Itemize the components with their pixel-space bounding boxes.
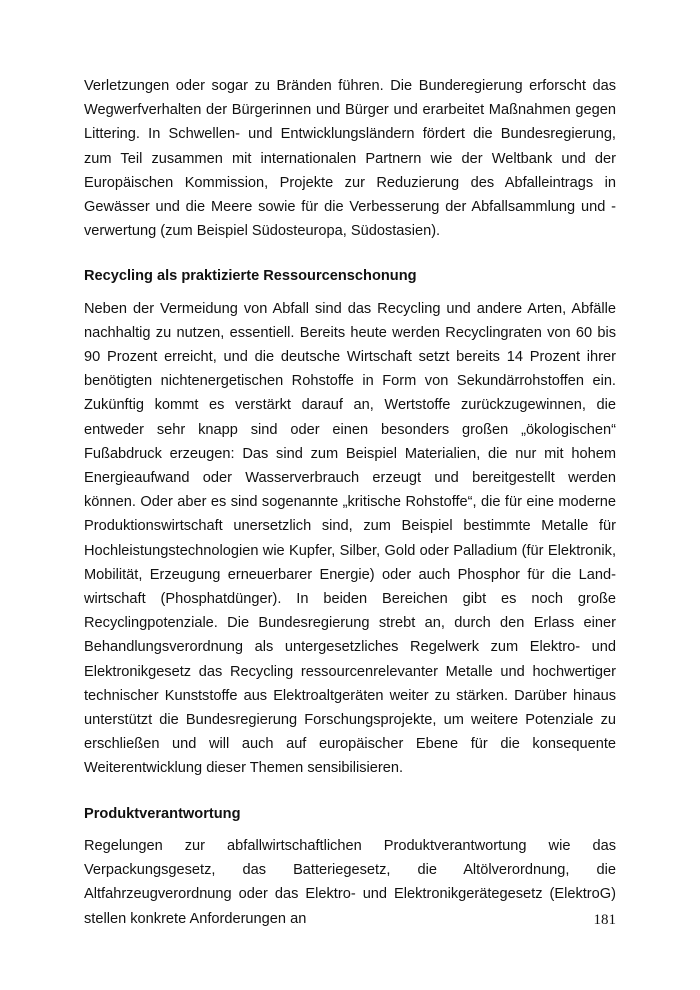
paragraph-recycling: Neben der Vermeidung von Abfall sind das Recycling und andere Arten, Abfälle nachhaltig zu nutzen, essentiell. Bereits heute werden Recyclingraten von 60 bis 90 Prozent erreicht, und die deutsche Wirtschaft setzt bereits 14 Prozent ihrer benötigten nichtenergetischen Rohstoffe in Form von Sekundärrohstoffen ein. Zukünftig kommt es verstärkt darauf an, Wertstoffe zurückzugewinnen, die entweder sehr knapp sind oder einen besonders großen „ökologischen“ Fußabdruck erzeugen: Das sind zum Beispiel Materialien, die nur mit hohem Energieaufwand oder Wasserverbrauch erzeugt und bereitgestellt werden können. Oder aber es sind sogenannte „kritische Rohstoffe“, die für eine moderne Produktionswirtschaft unersetzlich sind, zum Beispiel bestimmte Metalle für Hochleistungstechnologien wie Kupfer, Silber, Gold oder Palladium (für Elektronik, Mobilität, Erzeugung erneuerbarer Energie) oder auch Phosphor für die Landwirtschaft (Phosphatdünger). In beiden Bereichen gibt es noch große Recyclingpotenziale. Die Bundesregierung strebt an, durch den Erlass einer Behandlungsverordnung als untergesetzliches Regelwerk zum Elektro- und Elektronikgesetz das Recycling ressourcenrelevanter Metalle und hochwertiger technischer Kunststoffe aus Elektroaltgeräten weiter zu stärken. Darüber hinaus unterstützt die Bundesregierung Forschungsprojekte, um weitere Potenziale zu erschließen und will auch auf europäischer Ebene für die konsequente Weiterentwicklung dieser Themen sensibilisieren. [84,300,616,777]
paragraph-produktverantwortung: Regelungen zur abfallwirtschaftlichen Produktverantwortung wie das Verpackungsgesetz, das Batteriegesetz, die Altölverordnung, die Altfahrzeugverordnung oder das Elektro- und Elektronikgerätegesetz (ElektroG) stellen konkrete Anforderungen an [84,837,616,927]
page-body [84,74,616,931]
heading-recycling: Recycling als praktizierte Ressourcenschonung [84,268,417,285]
heading-produktverantwortung: Produktverantwortung [84,805,241,822]
paragraph-littering: Verletzungen oder sogar zu Bränden führen. Die Bunderegierung erforscht das Wegwerfverhalten der Bürgerinnen und Bürger und erarbeitet Maßnahmen gegen Littering. In Schwellen- und Entwicklungsländern fördert die Bundesregierung, zum Teil zusammen mit internationalen Partnern wie der Weltbank und der Europäischen Kommission, Projekte zur Reduzierung des Abfalleintrags in Gewässer und die Meere sowie für die Verbesserung der Abfallsammlung und -verwertung (zum Beispiel Südosteuropa, Südostasien). [84,78,616,240]
page-number: 181 [593,912,616,928]
